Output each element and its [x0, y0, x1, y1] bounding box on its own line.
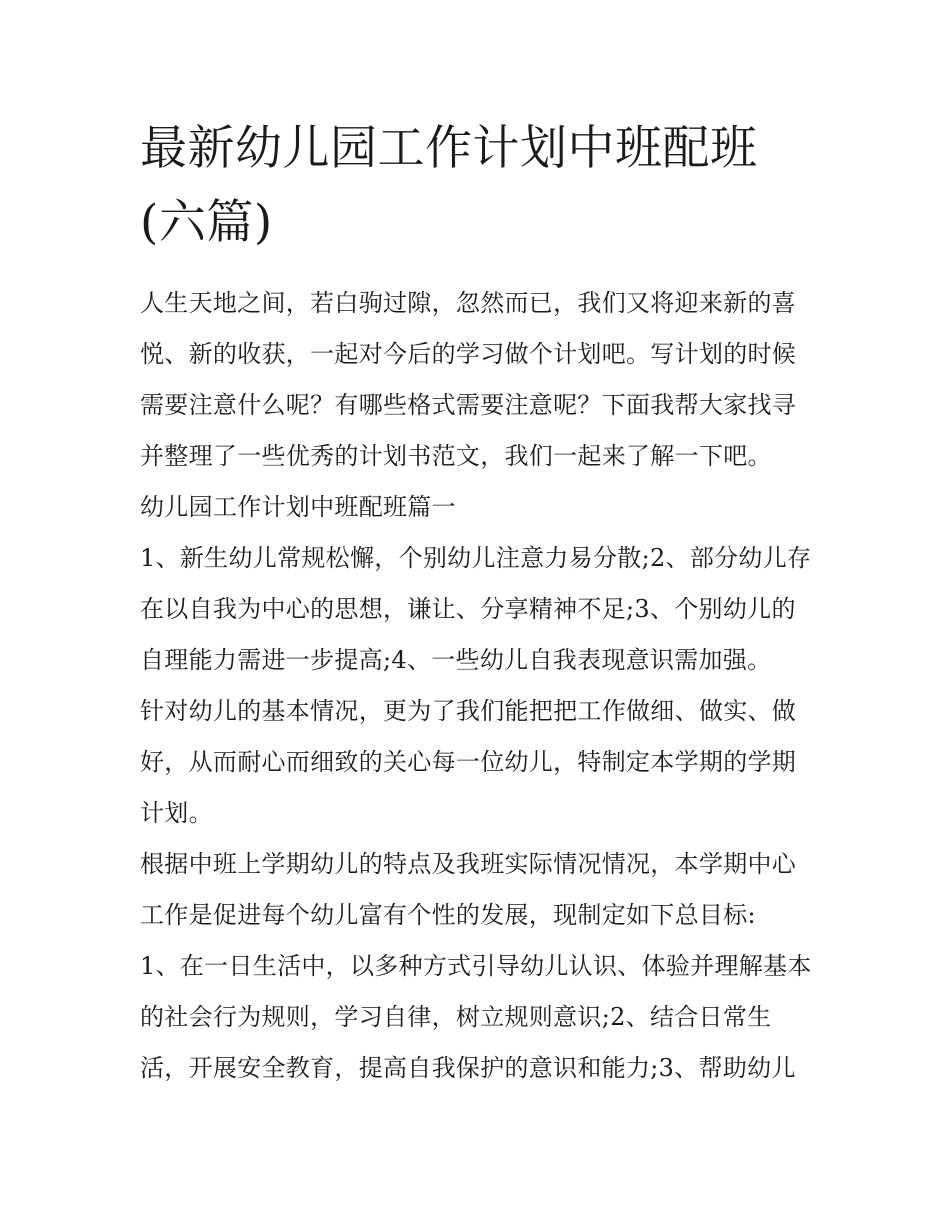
paragraph-goal-intro: 根据中班上学期幼儿的特点及我班实际情况情况，本学期中心工作是促进每个幼儿富有个性的发展，现制定如下总目标: [140, 850, 797, 929]
paragraph-purpose: 针对幼儿的基本情况，更为了我们能把把工作做细、做实、做好，从而耐心而细致的关心每一位幼儿，特制定本学期的学期计划。 [140, 697, 797, 827]
document-body [140, 112, 820, 1094]
paragraph-situation: 1、新生幼儿常规松懈，个别幼儿注意力易分散;2、部分幼儿存在以自我为中心的思想，谦让、分享精神不足;3、个别幼儿的自理能力需进一步提高;4、一些幼儿自我表现意识需加强。 [140, 544, 812, 674]
section-heading: 幼儿园工作计划中班配班篇一 [140, 493, 456, 521]
paragraph-goals: 1、在一日生活中，以多种方式引导幼儿认识、体验并理解基本的社会行为规则，学习自律，树立规则意识;2、结合日常生活，开展安全教育，提高自我保护的意识和能力;3、帮助幼儿 [140, 952, 812, 1082]
paragraph-intro: 人生天地之间，若白驹过隙，忽然而已，我们又将迎来新的喜悦、新的收获，一起对今后的学习做个计划吧。写计划的时候需要注意什么呢？有哪些格式需要注意呢？下面我帮大家找寻并整理了一些优秀的计划书范文，我们一起来了解一下吧。 [140, 289, 797, 470]
document-title: 最新幼儿园工作计划中班配班(六篇) [140, 121, 758, 250]
